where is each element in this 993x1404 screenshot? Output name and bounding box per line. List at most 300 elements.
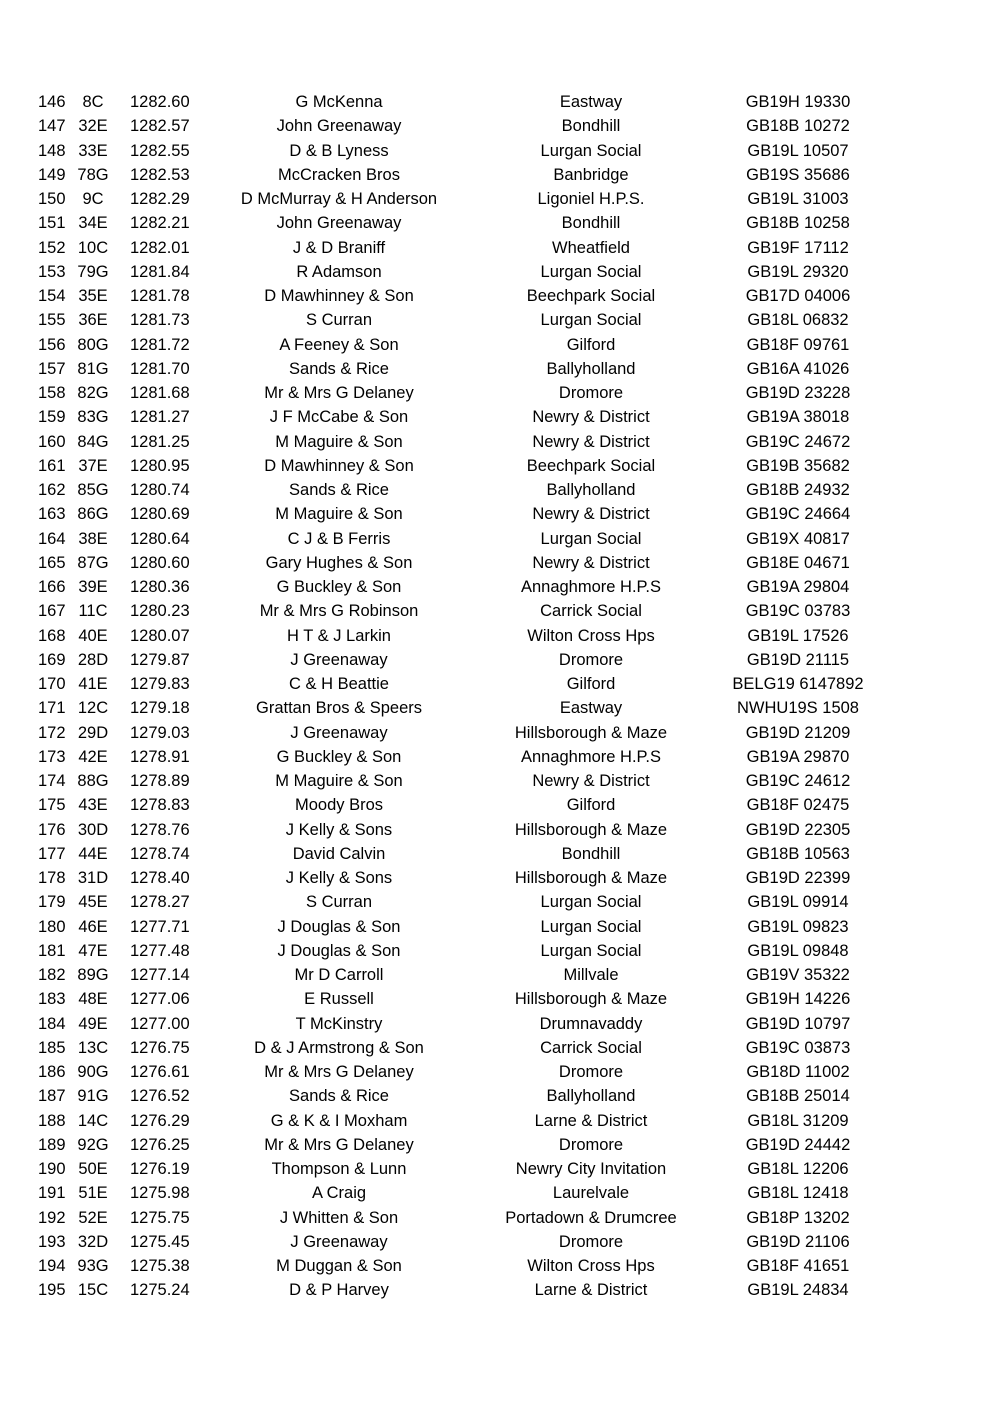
table-row — [0, 1230, 993, 1254]
fancier-name-cell: J Kelly & Sons — [285, 869, 393, 887]
position-cell: 180 — [38, 917, 66, 936]
section-code-cell: 11C — [78, 602, 108, 621]
club-cell: Beechpark Social — [526, 456, 656, 475]
velocity-cell: 1281.78 — [130, 287, 190, 305]
section-code-cell: 8C — [82, 93, 104, 111]
velocity-cell: 1281.27 — [130, 408, 190, 427]
velocity-cell: 1277.71 — [130, 917, 190, 936]
ring-number-cell: GB19A 38018 — [746, 408, 850, 427]
section-code-cell: 49E — [78, 1014, 108, 1033]
fancier-name-cell: John Greenaway — [276, 117, 402, 136]
club-cell: Dromore — [558, 384, 624, 402]
fancier-name-cell: M Maguire & Son — [275, 432, 403, 451]
ring-number-cell: GB19F 17112 — [747, 238, 849, 257]
ring-number-cell: GB18L 12418 — [747, 1184, 849, 1203]
position-cell: 147 — [38, 117, 66, 136]
section-code-cell: 51E — [78, 1184, 108, 1203]
ring-number-cell: GB19L 09848 — [747, 941, 849, 960]
fancier-name-cell: J Douglas & Son — [277, 941, 401, 960]
ring-number-cell: GB19C 24612 — [745, 772, 851, 790]
fancier-name-cell: M Duggan & Son — [276, 1257, 402, 1275]
velocity-cell: 1282.55 — [130, 141, 190, 160]
velocity-cell: 1275.24 — [130, 1281, 190, 1300]
ring-number-cell: GB19A 29804 — [746, 578, 850, 596]
section-code-cell: 34E — [78, 214, 108, 233]
section-code-cell: 93G — [77, 1257, 109, 1275]
table-row — [0, 478, 993, 502]
fancier-name-cell: S Curran — [305, 311, 373, 330]
club-cell: Wilton Cross Hps — [527, 1257, 655, 1275]
position-cell: 177 — [38, 844, 66, 863]
fancier-name-cell: David Calvin — [292, 844, 386, 863]
fancier-name-cell: J Greenaway — [290, 650, 388, 669]
velocity-cell: 1278.74 — [130, 844, 190, 863]
section-code-cell: 78G — [77, 165, 109, 184]
section-code-cell: 84G — [77, 432, 109, 451]
fancier-name-cell: Gary Hughes & Son — [265, 553, 413, 572]
table-row — [0, 308, 993, 332]
fancier-name-cell: Sands & Rice — [289, 359, 389, 378]
table-row — [0, 114, 993, 138]
position-cell: 182 — [38, 966, 66, 984]
table-row — [0, 793, 993, 817]
section-code-cell: 50E — [78, 1160, 108, 1178]
ring-number-cell: GB17D 04006 — [745, 287, 851, 305]
velocity-cell: 1279.87 — [130, 650, 190, 669]
ring-number-cell: GB19C 03873 — [745, 1038, 851, 1057]
club-cell: Lurgan Social — [540, 262, 642, 281]
table-row — [0, 745, 993, 769]
position-cell: 153 — [38, 262, 66, 281]
fancier-name-cell: Grattan Bros & Speers — [256, 699, 422, 718]
position-cell: 152 — [38, 238, 66, 257]
fancier-name-cell: Mr & Mrs G Delaney — [264, 1135, 414, 1154]
velocity-cell: 1280.69 — [130, 505, 190, 524]
ring-number-cell: GB19C 24664 — [745, 505, 851, 524]
table-row — [0, 454, 993, 478]
fancier-name-cell: McCracken Bros — [278, 165, 400, 184]
club-cell: Ballyholland — [546, 359, 636, 378]
ring-number-cell: GB18F 02475 — [746, 796, 850, 815]
velocity-cell: 1279.18 — [130, 699, 190, 718]
section-code-cell: 32D — [77, 1232, 109, 1251]
velocity-cell: 1275.45 — [130, 1232, 190, 1251]
velocity-cell: 1280.36 — [130, 578, 190, 596]
velocity-cell: 1276.25 — [130, 1135, 190, 1154]
table-row — [0, 527, 993, 551]
table-row — [0, 963, 993, 987]
table-row — [0, 90, 993, 114]
position-cell: 175 — [38, 796, 66, 815]
fancier-name-cell: J Greenaway — [290, 723, 388, 742]
ring-number-cell: GB19V 35322 — [746, 966, 850, 984]
section-code-cell: 36E — [78, 311, 108, 330]
velocity-cell: 1281.72 — [130, 335, 190, 354]
table-row — [0, 211, 993, 235]
fancier-name-cell: J Greenaway — [290, 1232, 388, 1251]
fancier-name-cell: C J & B Ferris — [287, 529, 391, 548]
ring-number-cell: GB19D 21115 — [746, 650, 850, 669]
ring-number-cell: GB19X 40817 — [746, 529, 850, 548]
club-cell: Beechpark Social — [526, 287, 656, 305]
club-cell: Bondhill — [561, 214, 621, 233]
section-code-cell: 30D — [77, 820, 109, 839]
table-row — [0, 890, 993, 914]
velocity-cell: 1281.73 — [130, 311, 190, 330]
velocity-cell: 1275.38 — [130, 1257, 190, 1275]
section-code-cell: 85G — [77, 481, 109, 499]
section-code-cell: 40E — [78, 626, 108, 645]
fancier-name-cell: T McKinstry — [295, 1014, 383, 1033]
section-code-cell: 87G — [77, 553, 109, 572]
ring-number-cell: GB19C 24672 — [745, 432, 851, 451]
velocity-cell: 1278.91 — [130, 747, 190, 766]
table-row — [0, 624, 993, 648]
ring-number-cell: GB19B 35682 — [746, 456, 850, 475]
club-cell: Lurgan Social — [540, 141, 642, 160]
ring-number-cell: BELG19 6147892 — [732, 675, 864, 693]
ring-number-cell: GB18P 13202 — [746, 1208, 850, 1227]
club-cell: Newry & District — [532, 772, 650, 790]
position-cell: 169 — [38, 650, 66, 669]
table-row — [0, 648, 993, 672]
position-cell: 176 — [38, 820, 66, 839]
results-table — [0, 90, 993, 1303]
velocity-cell: 1282.60 — [130, 93, 190, 111]
section-code-cell: 10C — [77, 238, 109, 257]
fancier-name-cell: E Russell — [304, 990, 374, 1009]
club-cell: Gilford — [566, 335, 616, 354]
section-code-cell: 33E — [78, 141, 108, 160]
fancier-name-cell: D McMurray & H Anderson — [240, 190, 438, 208]
section-code-cell: 15C — [77, 1281, 109, 1300]
section-code-cell: 42E — [78, 747, 108, 766]
club-cell: Hillsborough & Maze — [514, 723, 668, 742]
ring-number-cell: GB18B 10258 — [746, 214, 850, 233]
fancier-name-cell: J & D Braniff — [292, 238, 386, 257]
club-cell: Hillsborough & Maze — [514, 869, 668, 887]
ring-number-cell: GB18B 10563 — [746, 844, 850, 863]
section-code-cell: 81G — [77, 359, 109, 378]
club-cell: Carrick Social — [540, 602, 642, 621]
ring-number-cell: GB19S 35686 — [746, 165, 850, 184]
table-row — [0, 236, 993, 260]
velocity-cell: 1277.06 — [130, 990, 190, 1009]
position-cell: 193 — [38, 1232, 66, 1251]
velocity-cell: 1282.53 — [130, 165, 190, 184]
position-cell: 195 — [38, 1281, 66, 1300]
position-cell: 158 — [38, 384, 66, 402]
velocity-cell: 1282.57 — [130, 117, 190, 136]
club-cell: Carrick Social — [540, 1038, 642, 1057]
position-cell: 172 — [38, 723, 66, 742]
position-cell: 194 — [38, 1257, 66, 1275]
ring-number-cell: GB19L 24834 — [747, 1281, 849, 1300]
club-cell: Annaghmore H.P.S — [520, 747, 662, 766]
fancier-name-cell: J Douglas & Son — [277, 917, 401, 936]
ring-number-cell: GB19H 14226 — [745, 990, 851, 1009]
club-cell: Laurelvale — [552, 1184, 630, 1203]
position-cell: 192 — [38, 1208, 66, 1227]
table-row — [0, 866, 993, 890]
fancier-name-cell: Mr & Mrs G Robinson — [259, 602, 419, 621]
club-cell: Hillsborough & Maze — [514, 990, 668, 1009]
fancier-name-cell: D & P Harvey — [289, 1281, 389, 1300]
fancier-name-cell: C & H Beattie — [289, 675, 389, 693]
position-cell: 150 — [38, 190, 66, 208]
table-row — [0, 381, 993, 405]
position-cell: 166 — [38, 578, 66, 596]
club-cell: Newry & District — [532, 408, 650, 427]
fancier-name-cell: H T & J Larkin — [287, 626, 391, 645]
position-cell: 163 — [38, 505, 66, 524]
position-cell: 149 — [38, 165, 66, 184]
section-code-cell: 38E — [78, 529, 108, 548]
position-cell: 146 — [38, 93, 66, 111]
position-cell: 170 — [38, 675, 66, 693]
club-cell: Ballyholland — [546, 481, 636, 499]
table-row — [0, 696, 993, 720]
table-row — [0, 842, 993, 866]
position-cell: 174 — [38, 772, 66, 790]
velocity-cell: 1280.07 — [130, 626, 190, 645]
velocity-cell: 1278.76 — [130, 820, 190, 839]
club-cell: Lurgan Social — [540, 893, 642, 912]
ring-number-cell: GB18F 41651 — [746, 1257, 850, 1275]
club-cell: Lurgan Social — [540, 917, 642, 936]
position-cell: 186 — [38, 1063, 66, 1081]
section-code-cell: 80G — [77, 335, 109, 354]
velocity-cell: 1275.75 — [130, 1208, 190, 1227]
club-cell: Dromore — [558, 1135, 624, 1154]
position-cell: 171 — [38, 699, 66, 718]
table-row — [0, 818, 993, 842]
position-cell: 187 — [38, 1087, 66, 1106]
position-cell: 173 — [38, 747, 66, 766]
table-row — [0, 405, 993, 429]
position-cell: 178 — [38, 869, 66, 887]
fancier-name-cell: R Adamson — [296, 262, 382, 281]
ring-number-cell: GB19L 10507 — [747, 141, 849, 160]
ring-number-cell: NWHU19S 1508 — [737, 699, 859, 718]
position-cell: 164 — [38, 529, 66, 548]
table-row — [0, 187, 993, 211]
section-code-cell: 88G — [77, 772, 109, 790]
section-code-cell: 90G — [77, 1063, 109, 1081]
club-cell: Newry & District — [532, 553, 650, 572]
table-row — [0, 502, 993, 526]
fancier-name-cell: M Maguire & Son — [275, 505, 403, 524]
fancier-name-cell: J Whitten & Son — [279, 1208, 399, 1227]
fancier-name-cell: J Kelly & Sons — [285, 820, 393, 839]
club-cell: Banbridge — [553, 165, 629, 184]
fancier-name-cell: A Feeney & Son — [279, 335, 399, 354]
fancier-name-cell: M Maguire & Son — [275, 772, 403, 790]
velocity-cell: 1282.01 — [130, 238, 190, 257]
club-cell: Newry City Invitation — [515, 1160, 667, 1178]
table-row — [0, 939, 993, 963]
position-cell: 162 — [38, 481, 66, 499]
section-code-cell: 41E — [78, 675, 108, 693]
section-code-cell: 47E — [78, 941, 108, 960]
table-row — [0, 1109, 993, 1133]
fancier-name-cell: Sands & Rice — [289, 481, 389, 499]
position-cell: 184 — [38, 1014, 66, 1033]
section-code-cell: 46E — [78, 917, 108, 936]
table-row — [0, 672, 993, 696]
fancier-name-cell: D Mawhinney & Son — [264, 287, 414, 305]
position-cell: 148 — [38, 141, 66, 160]
velocity-cell: 1276.75 — [130, 1038, 190, 1057]
velocity-cell: 1279.03 — [130, 723, 190, 742]
fancier-name-cell: J F McCabe & Son — [269, 408, 409, 427]
ring-number-cell: GB19D 23228 — [745, 384, 851, 402]
club-cell: Newry & District — [532, 505, 650, 524]
velocity-cell: 1278.40 — [130, 869, 190, 887]
club-cell: Ligoniel H.P.S. — [537, 190, 645, 208]
club-cell: Bondhill — [561, 844, 621, 863]
section-code-cell: 89G — [77, 966, 109, 984]
fancier-name-cell: Moody Bros — [294, 796, 384, 815]
club-cell: Annaghmore H.P.S — [520, 578, 662, 596]
position-cell: 189 — [38, 1135, 66, 1154]
velocity-cell: 1276.52 — [130, 1087, 190, 1106]
velocity-cell: 1280.23 — [130, 602, 190, 621]
club-cell: Newry & District — [532, 432, 650, 451]
ring-number-cell: GB19L 09914 — [747, 893, 849, 912]
velocity-cell: 1278.89 — [130, 772, 190, 790]
ring-number-cell: GB19D 10797 — [745, 1014, 851, 1033]
position-cell: 179 — [38, 893, 66, 912]
table-row — [0, 769, 993, 793]
fancier-name-cell: Thompson & Lunn — [271, 1160, 407, 1178]
fancier-name-cell: Mr & Mrs G Delaney — [264, 1063, 414, 1081]
ring-number-cell: GB19L 17526 — [747, 626, 849, 645]
position-cell: 165 — [38, 553, 66, 572]
club-cell: Hillsborough & Maze — [514, 820, 668, 839]
fancier-name-cell: D & J Armstrong & Son — [254, 1038, 424, 1057]
fancier-name-cell: A Craig — [311, 1184, 367, 1203]
section-code-cell: 92G — [77, 1135, 109, 1154]
ring-number-cell: GB18B 10272 — [746, 117, 850, 136]
club-cell: Portadown & Drumcree — [505, 1208, 677, 1227]
section-code-cell: 86G — [77, 505, 109, 524]
club-cell: Millvale — [563, 966, 619, 984]
velocity-cell: 1277.00 — [130, 1014, 190, 1033]
position-cell: 191 — [38, 1184, 66, 1203]
fancier-name-cell: D & B Lyness — [289, 141, 389, 160]
table-row — [0, 1060, 993, 1084]
position-cell: 190 — [38, 1160, 66, 1178]
club-cell: Dromore — [558, 1232, 624, 1251]
velocity-cell: 1282.21 — [130, 214, 190, 233]
club-cell: Larne & District — [534, 1281, 648, 1300]
table-row — [0, 430, 993, 454]
section-code-cell: 39E — [78, 578, 108, 596]
club-cell: Gilford — [566, 796, 616, 815]
velocity-cell: 1281.70 — [130, 359, 190, 378]
club-cell: Gilford — [566, 675, 616, 693]
club-cell: Eastway — [559, 93, 623, 111]
section-code-cell: 12C — [77, 699, 109, 718]
velocity-cell: 1280.64 — [130, 529, 190, 548]
ring-number-cell: GB18D 11002 — [746, 1063, 850, 1081]
velocity-cell: 1276.29 — [130, 1111, 190, 1130]
velocity-cell: 1280.60 — [130, 553, 190, 572]
position-cell: 159 — [38, 408, 66, 427]
fancier-name-cell: G & K & I Moxham — [270, 1111, 408, 1130]
club-cell: Dromore — [558, 650, 624, 669]
table-row — [0, 1133, 993, 1157]
table-row — [0, 915, 993, 939]
table-row — [0, 987, 993, 1011]
velocity-cell: 1275.98 — [130, 1184, 190, 1203]
club-cell: Wilton Cross Hps — [527, 626, 655, 645]
section-code-cell: 79G — [77, 262, 109, 281]
ring-number-cell: GB19L 29320 — [747, 262, 849, 281]
table-row — [0, 139, 993, 163]
ring-number-cell: GB19A 29870 — [746, 747, 850, 766]
ring-number-cell: GB18L 31209 — [747, 1111, 849, 1130]
table-row — [0, 1012, 993, 1036]
table-row — [0, 260, 993, 284]
velocity-cell: 1277.48 — [130, 941, 190, 960]
ring-number-cell: GB19D 21209 — [745, 723, 851, 742]
section-code-cell: 83G — [77, 408, 109, 427]
ring-number-cell: GB18L 12206 — [747, 1160, 849, 1178]
ring-number-cell: GB18F 09761 — [746, 335, 850, 354]
table-row — [0, 551, 993, 575]
club-cell: Wheatfield — [552, 238, 630, 257]
table-row — [0, 721, 993, 745]
ring-number-cell: GB18B 24932 — [746, 481, 850, 499]
section-code-cell: 13C — [77, 1038, 109, 1057]
fancier-name-cell: S Curran — [305, 893, 373, 912]
ring-number-cell: GB16A 41026 — [746, 359, 850, 378]
velocity-cell: 1278.27 — [130, 893, 190, 912]
position-cell: 168 — [38, 626, 66, 645]
club-cell: Drumnavaddy — [539, 1014, 643, 1033]
club-cell: Larne & District — [534, 1111, 648, 1130]
table-row — [0, 1206, 993, 1230]
ring-number-cell: GB19D 22399 — [745, 869, 851, 887]
ring-number-cell: GB19D 21106 — [746, 1232, 850, 1251]
table-row — [0, 1254, 993, 1278]
position-cell: 157 — [38, 359, 66, 378]
club-cell: Ballyholland — [546, 1087, 636, 1106]
section-code-cell: 43E — [78, 796, 108, 815]
table-row — [0, 163, 993, 187]
position-cell: 156 — [38, 335, 66, 354]
velocity-cell: 1276.19 — [130, 1160, 190, 1178]
section-code-cell: 91G — [77, 1087, 109, 1106]
club-cell: Bondhill — [561, 117, 621, 136]
table-row — [0, 1157, 993, 1181]
ring-number-cell: GB19H 19330 — [745, 93, 851, 111]
section-code-cell: 31D — [77, 869, 109, 887]
club-cell: Lurgan Social — [540, 941, 642, 960]
club-cell: Dromore — [558, 1063, 624, 1081]
section-code-cell: 29D — [77, 723, 109, 742]
fancier-name-cell: G Buckley & Son — [276, 578, 402, 596]
section-code-cell: 9C — [82, 190, 104, 208]
position-cell: 181 — [38, 941, 66, 960]
fancier-name-cell: Mr & Mrs G Delaney — [264, 384, 414, 402]
velocity-cell: 1279.83 — [130, 675, 190, 693]
velocity-cell: 1277.14 — [130, 966, 190, 984]
velocity-cell: 1278.83 — [130, 796, 190, 815]
position-cell: 167 — [38, 602, 66, 621]
